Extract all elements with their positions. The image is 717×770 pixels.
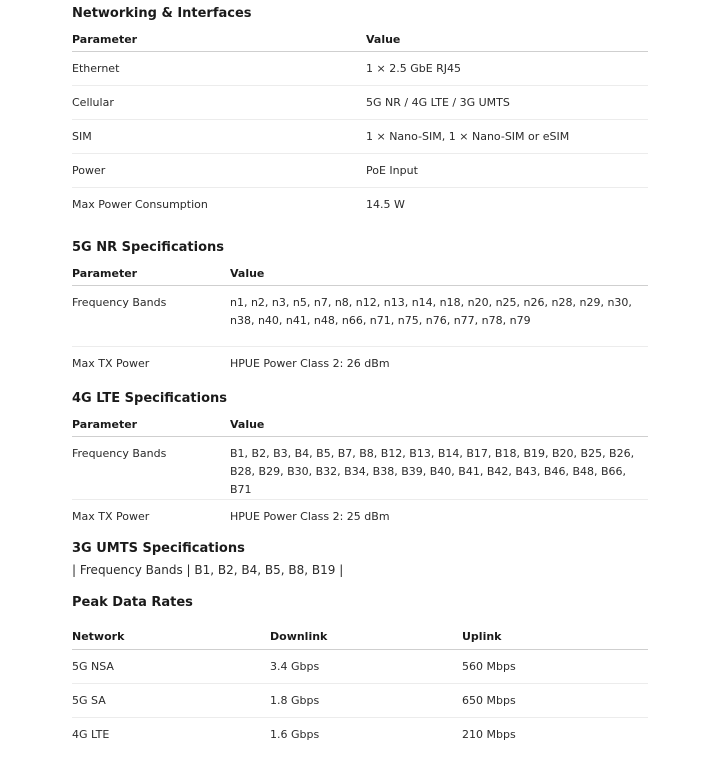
column-header-uplink: Uplink — [462, 624, 648, 650]
network-cell: 5G NSA — [72, 650, 270, 684]
value-cell: B1, B2, B3, B4, B5, B7, B8, B12, B13, B14, B17, B18, B19, B20, B25, B26, B28, B29, B30, B32, B34, B38, B39, B40, B41, B42, B43, B46, B48, B66, B71 — [230, 437, 648, 500]
table-row — [72, 52, 648, 86]
section-title: 3G UMTS Specifications — [72, 541, 245, 556]
table-row — [72, 188, 648, 222]
section-title: 5G NR Specifications — [72, 240, 225, 255]
parameter-cell: Power — [72, 154, 366, 188]
column-header-value: Value — [230, 261, 648, 286]
peak-rates-table — [72, 624, 648, 751]
downlink-cell: 1.6 Gbps — [270, 727, 320, 741]
section-title: Networking & Interfaces — [72, 6, 252, 21]
section-title: 4G LTE Specifications — [72, 391, 228, 406]
column-header-parameter: Parameter — [72, 27, 366, 52]
downlink-cell: 1.8 Gbps — [270, 684, 462, 718]
networking-table — [72, 27, 648, 221]
table-row — [72, 86, 648, 120]
table-header-row — [72, 27, 648, 52]
table-row — [72, 154, 648, 188]
parameter-cell: Max Power Consumption — [72, 197, 208, 211]
lte4g-table — [72, 412, 648, 533]
network-cell: 5G SA — [72, 684, 270, 718]
table-row — [72, 650, 648, 684]
value-cell: 1 × Nano-SIM, 1 × Nano-SIM or eSIM — [366, 120, 648, 154]
uplink-cell: 650 Mbps — [462, 684, 648, 718]
table-header-row — [72, 261, 648, 286]
table-row — [72, 500, 648, 534]
column-header-parameter: Parameter — [72, 412, 230, 437]
table-row — [72, 286, 648, 347]
value-cell: HPUE Power Class 2: 25 dBm — [230, 509, 390, 523]
column-header-value: Value — [366, 27, 648, 52]
parameter-cell: Ethernet — [72, 52, 366, 86]
parameter-cell: Frequency Bands — [72, 286, 230, 347]
parameter-cell: SIM — [72, 120, 366, 154]
table-header-row — [72, 412, 648, 437]
uplink-cell: 560 Mbps — [462, 650, 648, 684]
table-row — [72, 437, 648, 500]
value-cell: 5G NR / 4G LTE / 3G UMTS — [366, 86, 648, 120]
table-row — [72, 120, 648, 154]
parameter-cell: Frequency Bands — [72, 437, 230, 500]
value-cell: n1, n2, n3, n5, n7, n8, n12, n13, n14, n18, n20, n25, n26, n28, n29, n30, n38, n40, n41, n48, n66, n71, n75, n76, n77, n78, n79 — [230, 286, 648, 347]
table-row — [72, 347, 648, 381]
parameter-cell: Max TX Power — [72, 509, 150, 523]
parameter-cell: Cellular — [72, 86, 366, 120]
column-header-downlink: Downlink — [270, 624, 462, 650]
value-cell: 1 × 2.5 GbE RJ45 — [366, 52, 648, 86]
value-cell: PoE Input — [366, 154, 648, 188]
section-title: Peak Data Rates — [72, 595, 193, 610]
column-header-parameter: Parameter — [72, 261, 230, 286]
column-header-network: Network — [72, 624, 270, 650]
uplink-cell: 210 Mbps — [462, 727, 516, 741]
umts-bands-text: | Frequency Bands | B1, B2, B4, B5, B8, B19 | — [72, 563, 344, 577]
network-cell: 4G LTE — [72, 727, 110, 741]
column-header-value: Value — [230, 412, 648, 437]
table-header-row — [72, 624, 648, 650]
value-cell: 14.5 W — [366, 197, 405, 211]
parameter-cell: Max TX Power — [72, 356, 150, 370]
table-row — [72, 684, 648, 718]
downlink-cell: 3.4 Gbps — [270, 650, 462, 684]
table-row — [72, 718, 648, 752]
value-cell: HPUE Power Class 2: 26 dBm — [230, 356, 390, 370]
nr5g-table — [72, 261, 648, 380]
